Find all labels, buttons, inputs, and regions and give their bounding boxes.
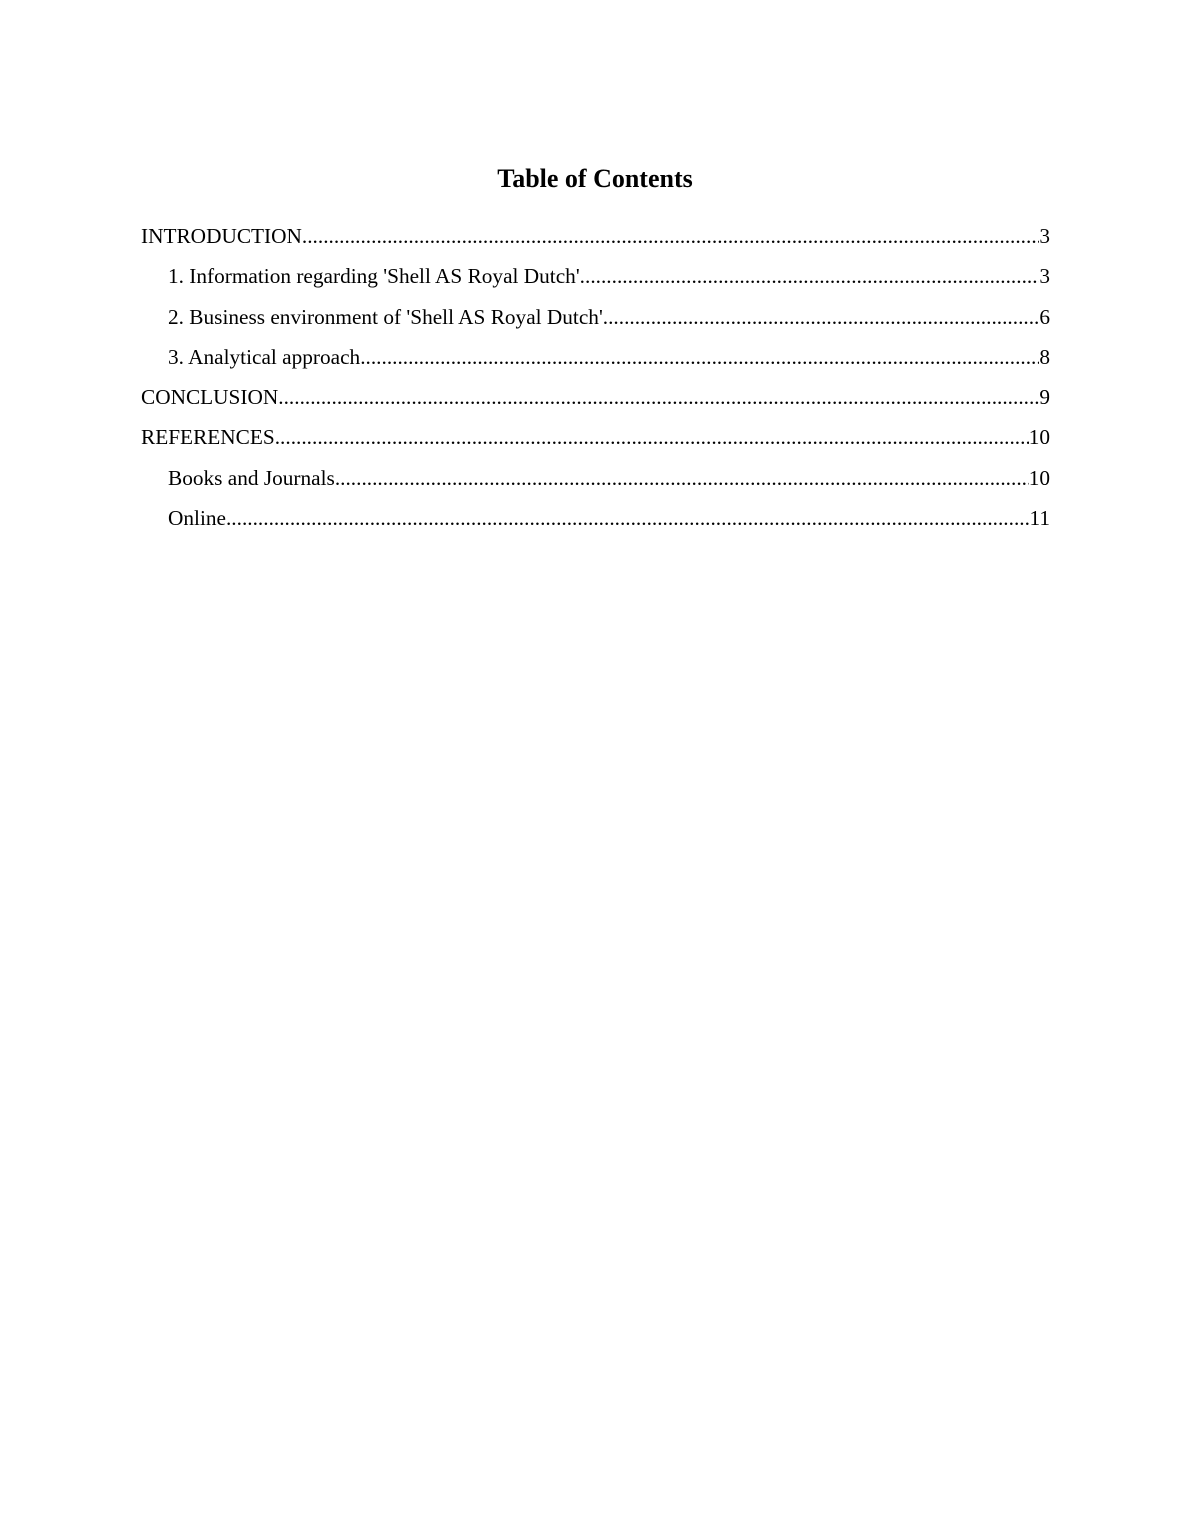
- toc-dot-leader: [278, 381, 1039, 413]
- toc-entry-page: 10: [1028, 465, 1050, 490]
- toc-dot-leader: [603, 301, 1040, 333]
- toc-entry-conclusion[interactable]: [141, 381, 1050, 421]
- toc-entry-analytical-approach[interactable]: [141, 341, 1050, 381]
- toc-entry-page: 3: [1039, 224, 1050, 248]
- toc-list: [141, 220, 1050, 542]
- toc-entry-label: 1. Information regarding 'Shell AS Royal Dutch': [168, 264, 580, 289]
- toc-entry-label: Books and Journals: [168, 465, 335, 490]
- toc-entry-page: 6: [1039, 304, 1050, 329]
- toc-entry-page: 8: [1039, 344, 1050, 369]
- toc-entry-page: 11: [1029, 506, 1050, 531]
- toc-entry-introduction[interactable]: [141, 220, 1050, 260]
- toc-entry-page: 9: [1039, 385, 1050, 410]
- toc-entry-books-and-journals[interactable]: [141, 462, 1050, 502]
- toc-dot-leader: [226, 502, 1030, 534]
- toc-title: Table of Contents: [497, 164, 693, 193]
- toc-entry-label: 3. Analytical approach: [168, 344, 361, 369]
- toc-dot-leader: [580, 260, 1040, 292]
- toc-entry-business-environment[interactable]: [141, 301, 1050, 341]
- toc-entry-page: 3: [1039, 264, 1050, 289]
- toc-entry-page: 10: [1028, 425, 1050, 450]
- toc-dot-leader: [335, 462, 1029, 494]
- toc-dot-leader: [275, 421, 1029, 453]
- toc-entry-label: Online: [168, 506, 226, 531]
- toc-entry-online[interactable]: [141, 502, 1050, 542]
- toc-entry-references[interactable]: [141, 421, 1050, 461]
- toc-dot-leader: [302, 220, 1039, 252]
- toc-entry-label: INTRODUCTION: [141, 224, 302, 248]
- toc-entry-label: REFERENCES: [141, 425, 275, 450]
- toc-entry-information-regarding[interactable]: [141, 260, 1050, 300]
- toc-dot-leader: [360, 341, 1039, 373]
- toc-entry-label: 2. Business environment of 'Shell AS Royal Dutch': [168, 304, 603, 329]
- toc-entry-label: CONCLUSION: [141, 385, 279, 410]
